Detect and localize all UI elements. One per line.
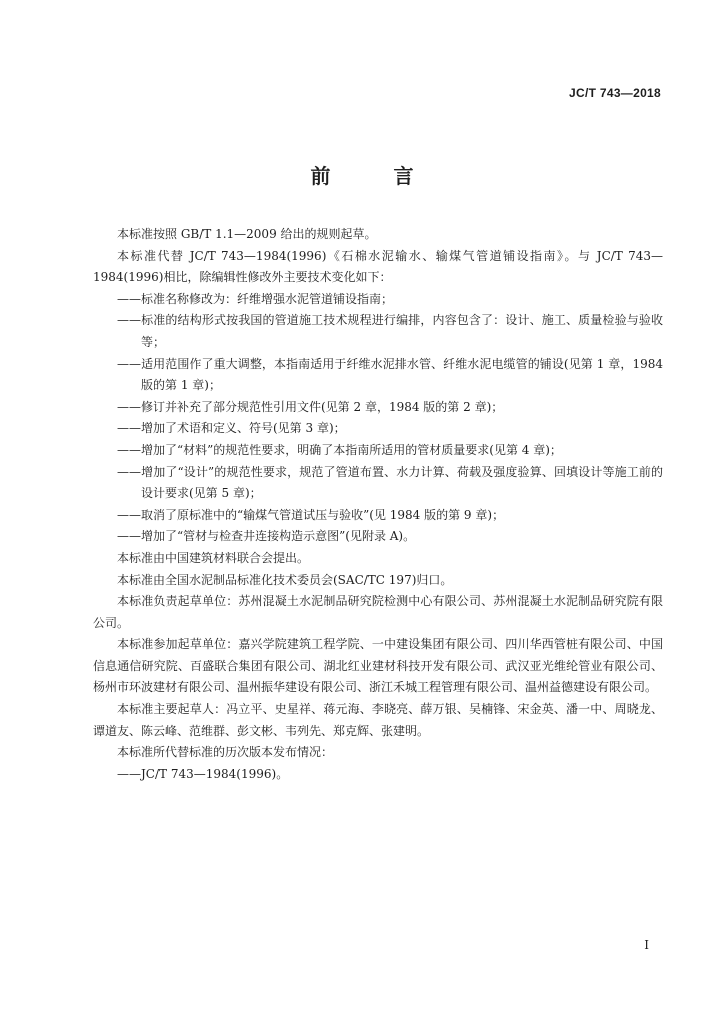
change-list-item: ——标准名称修改为：纤维增强水泥管道铺设指南； <box>117 291 394 306</box>
change-list-item: ——适用范围作了重大调整，本指南适用于纤维水泥排水管、纤维水泥电缆管的铺设(见第 1 章，1984 版的第 1 章)； <box>117 356 663 393</box>
page-number: I <box>644 938 649 952</box>
change-list-item: ——取消了原标准中的“输煤气管道试压与验收”(见 1984 版的第 9 章)； <box>117 507 505 522</box>
change-list-item: ——标准的结构形式按我国的管道施工技术规程进行编排，内容包含了：设计、施工、质量检验与验收等； <box>117 313 663 349</box>
change-list-item: ——增加了术语和定义、符号(见第 3 章)； <box>117 421 346 436</box>
paragraph: 本标准代替 JC/T 743—1984(1996)《石棉水泥输水、输煤气管道铺设指南》。与 JC/T 743—1984(1996)相比，除编辑性修改外主要技术变化如下： <box>93 248 663 285</box>
paragraph: 本标准由全国水泥制品标准化技术委员会(SAC/TC 197)归口。 <box>117 572 453 587</box>
page-title: 前 言 <box>310 164 442 188</box>
paragraph: 本标准主要起草人：冯立平、史星祥、蒋元海、李晓亮、薛万银、吴楠锋、宋金英、潘一中、周晓龙、谭道友、陈云峰、范维群、彭文彬、韦列先、郑克辉、张建明。 <box>93 702 663 738</box>
paragraph: 本标准参加起草单位：嘉兴学院建筑工程学院、一中建设集团有限公司、四川华西管桩有限公司、中国信息通信研究院、百盛联合集团有限公司、湖北红业建材科技开发有限公司、武汉亚光维纶管业有限公司、杨州市环波建材有限公司、温州振华建设有限公司、浙江禾城工程管理有限公司、温州益德建设有限公司。 <box>93 637 663 695</box>
paragraph: 本标准由中国建筑材料联合会提出。 <box>117 550 310 565</box>
change-list-item: ——增加了“材料”的规范性要求，明确了本指南所适用的管材质量要求(见第 4 章)； <box>117 442 562 457</box>
change-list-item: ——增加了“管材与检查井连接构造示意图”(见附录 A)。 <box>117 529 416 544</box>
change-list-item: ——增加了“设计”的规范性要求，规范了管道布置、水力计算、荷载及强度验算、回填设计等施工前的设计要求(见第 5 章)； <box>117 464 663 501</box>
paragraph: 本标准负责起草单位：苏州混凝土水泥制品研究院检测中心有限公司、苏州混凝土水泥制品研究院有限公司。 <box>93 594 663 630</box>
change-list-item: ——修订并补充了部分规范性引用文件(见第 2 章，1984 版的第 2 章)； <box>117 399 504 414</box>
standard-code-header: JC/T 743—2018 <box>569 86 661 100</box>
paragraph: 本标准所代替标准的历次版本发布情况： <box>117 745 334 760</box>
version-list-item: ——JC/T 743—1984(1996)。 <box>117 766 289 781</box>
foreword-body <box>93 224 663 785</box>
paragraph: 本标准按照 GB/T 1.1—2009 给出的规则起草。 <box>117 227 377 241</box>
